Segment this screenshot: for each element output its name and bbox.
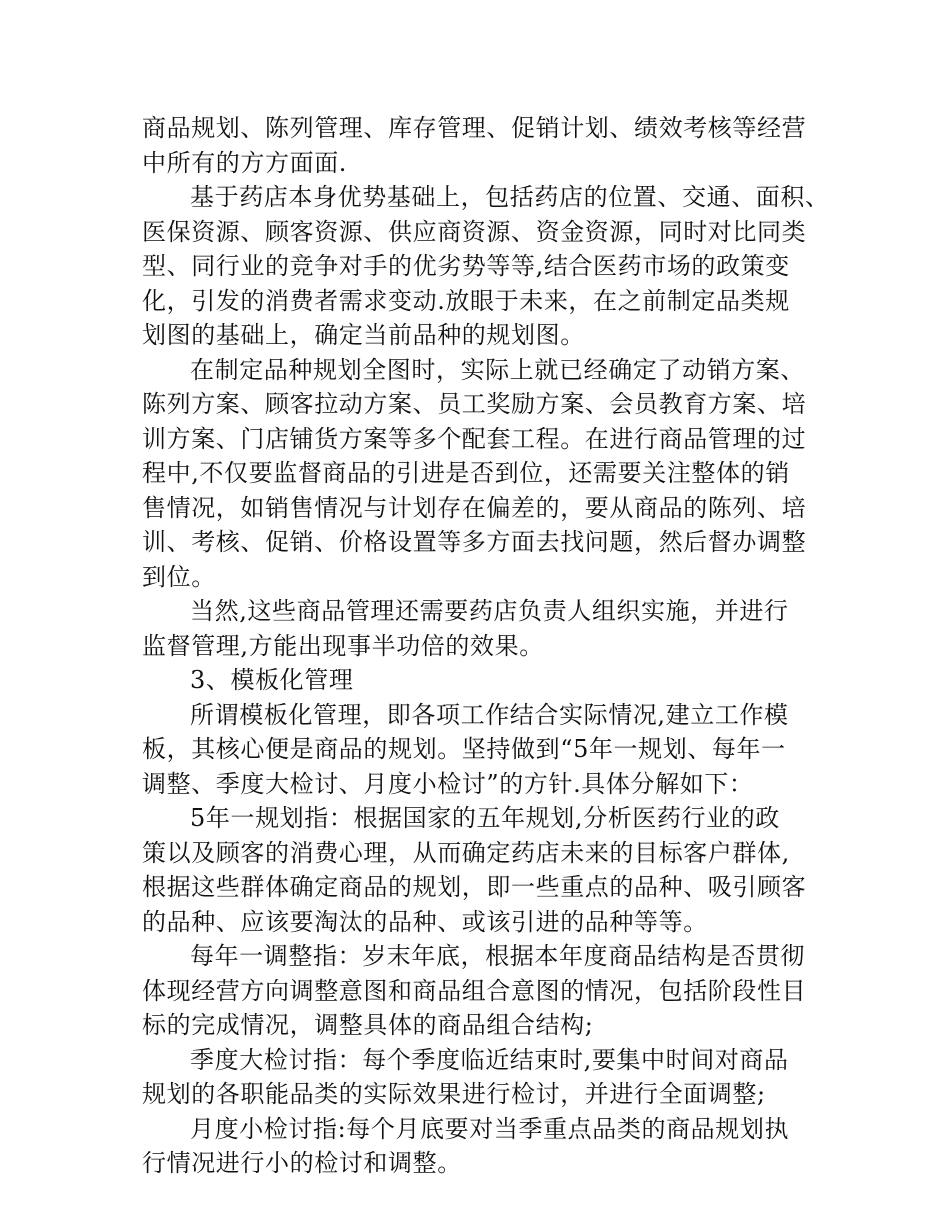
body-text (142, 111, 830, 1181)
text-line: 中所有的方方面面. (142, 148, 348, 177)
text-line: 行情况进行小的检讨和调整。 (142, 1149, 462, 1177)
text-line: 型、同行业的竞争对手的优劣势等等,结合医药市场的政策变 (142, 252, 790, 280)
paragraph-start-line: 基于药店本身优势基础上，包括药店的位置、交通、面积、 (190, 183, 830, 211)
paragraph-start-line: 在制定品种规划全图时，实际上就已经确定了动销方案、 (190, 355, 805, 384)
text-line: 医保资源、顾客资源、供应商资源、资金资源，同时对比同类 (142, 217, 807, 246)
paragraph-start-line: 所谓模板化管理，即各项工作结合实际情况,建立工作模 (190, 700, 789, 729)
text-line: 商品规划、陈列管理、库存管理、促销计划、绩效考核等经营 (142, 114, 807, 142)
paragraph-start-line: 5年一规划指：根据国家的五年规划,分析医药行业的政 (190, 804, 780, 832)
text-line: 的品种、应该要淘汰的品种、或该引进的品种等等。 (142, 907, 708, 936)
paragraph-start-line: 当然,这些商品管理还需要药店负责人组织实施，并进行 (190, 597, 789, 625)
text-line: 程中,不仅要监督商品的引进是否到位，还需要关注整体的销 (142, 459, 790, 487)
paragraph-start-line: 每年一调整指：岁末年底，根据本年度商品结构是否贯彻 (190, 942, 805, 970)
text-line: 训、考核、促销、价格设置等多方面去找问题，然后督办调整 (142, 528, 807, 556)
text-line: 策以及顾客的消费心理，从而确定药店未来的目标客户群体, (142, 838, 790, 867)
paragraph-start-line: 季度大检讨指：每个季度临近结束时,要集中时间对商品 (190, 1045, 789, 1074)
text-line: 训方案、门店铺货方案等多个配套工程。在进行商品管理的过 (142, 424, 807, 453)
text-line: 监督管理,方能出现事半功倍的效果。 (142, 631, 544, 660)
paragraph-start-line: 月度小检讨指:每个月底要对当季重点品类的商品规划执 (190, 1114, 790, 1143)
text-line: 划图的基础上，确定当前品种的规划图。 (142, 321, 585, 349)
text-line: 标的完成情况，调整具体的商品组合结构; (142, 1011, 594, 1039)
text-line: 调整、季度大检讨、月度小检讨”的方针.具体分解如下： (142, 769, 754, 798)
text-line: 到位。 (142, 562, 216, 591)
text-line: 根据这些群体确定商品的规划，即一些重点的品种、吸引顾客 (142, 873, 807, 901)
text-line: 售情况，如销售情况与计划存在偏差的，要从商品的陈列、培 (142, 493, 807, 522)
text-line: 体现经营方向调整意图和商品组合意图的情况，包括阶段性目 (142, 976, 807, 1005)
text-line: 板，其核心便是商品的规划。坚持做到“5年一规划、每年一 (142, 735, 786, 763)
text-line: 陈列方案、顾客拉动方案、员工奖励方案、会员教育方案、培 (142, 390, 807, 418)
text-line: 化，引发的消费者需求变动.放眼于未来，在之前制定品类规 (142, 286, 790, 315)
section-heading: 3、模板化管理 (190, 666, 354, 694)
text-line: 规划的各职能品类的实际效果进行检讨，并进行全面调整; (142, 1080, 766, 1108)
